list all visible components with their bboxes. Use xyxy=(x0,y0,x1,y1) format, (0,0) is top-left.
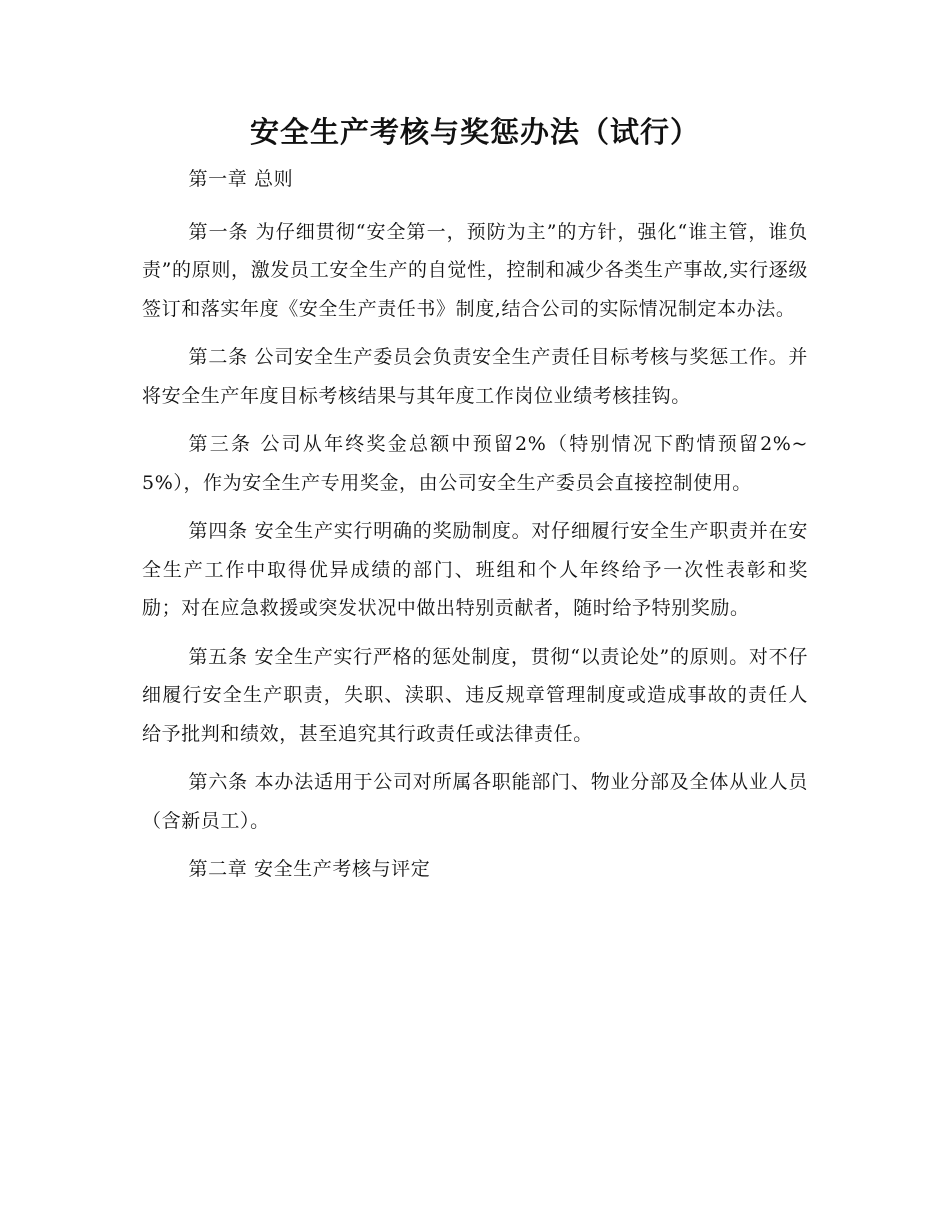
chapter-2-heading: 第二章 安全生产考核与评定 xyxy=(188,858,431,880)
document-title: 安全生产考核与奖惩办法（试行） xyxy=(249,115,700,149)
article-6: 第六条 本办法适用于公司对所属各职能部门、物业分部及全体从业人员（含新员工）。 xyxy=(142,771,808,832)
article-1: 第一条 为仔细贯彻“安全第一，预防为主”的方针，强化“谁主管，谁负责”的原则，激发员工安全生产的自觉性，控制和减少各类生产事故,实行逐级签订和落实年度《安全生产责任书》制度,结合公司的实际情况制定本办法。 xyxy=(142,220,808,320)
article-4: 第四条 安全生产实行明确的奖励制度。对仔细履行安全生产职责并在安全生产工作中取得优异成绩的部门、班组和个人年终给予一次性表彰和奖励；对在应急救援或突发状况中做出特别贡献者，随时给予特别奖励。 xyxy=(142,520,808,619)
article-5: 第五条 安全生产实行严格的惩处制度，贯彻“以责论处”的原则。对不仔细履行安全生产职责，失职、渎职、违反规章管理制度或造成事故的责任人给予批判和绩效，甚至追究其行政责任或法律责任。 xyxy=(142,645,808,745)
chapter-1-heading: 第一章 总则 xyxy=(188,168,294,190)
article-3: 第三条 公司从年终奖金总额中预留2%（特别情况下酌情预留2%~5%），作为安全生产专用奖金，由公司安全生产委员会直接控制使用。 xyxy=(142,433,808,494)
document-body xyxy=(142,108,808,903)
article-2: 第二条 公司安全生产委员会负责安全生产责任目标考核与奖惩工作。并将安全生产年度目标考核结果与其年度工作岗位业绩考核挂钩。 xyxy=(142,346,808,407)
